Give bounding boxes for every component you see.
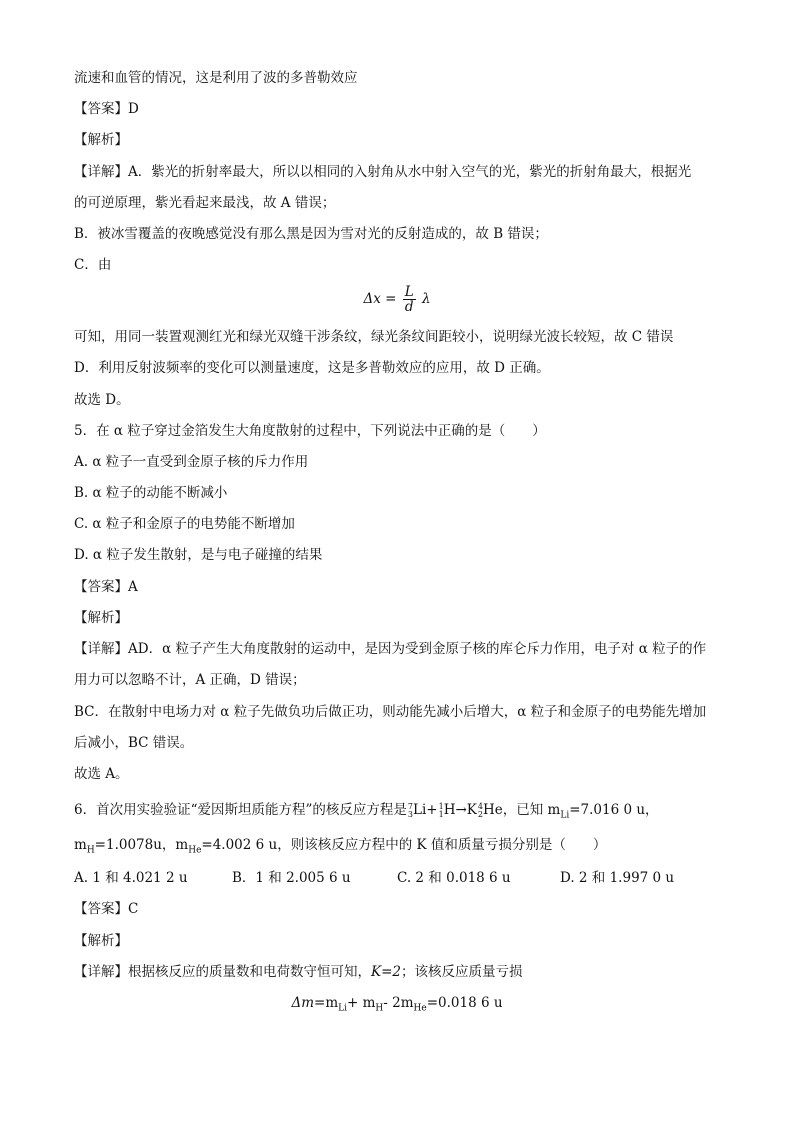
question-6-continued: $m_H=1.0078u$，$m_{He}=4.002$ 6 u，则该核反应方程中的 K 值和质量亏损分别是（ ） — [74, 837, 607, 856]
formula-rhs: λ — [421, 291, 431, 307]
subscript: Li — [560, 810, 570, 821]
analysis-label: 【解析】 — [74, 610, 128, 626]
text-line: 可知，用同一装置观测红光和绿光双缝干涉条纹，绿光条纹间距较小，说明绿光波长较短，故 C 错误 — [74, 329, 674, 345]
formula-mass-defect: $\Delta m=m_{Li}+ m_H-$ $2m_{He}=0.018$ 6 u — [291, 995, 503, 1014]
text-line: 故选 D。 — [74, 392, 130, 408]
text-line: B．被冰雪覆盖的夜晚感觉没有那么黑是因为雪对光的反射造成的，故 B 错误； — [74, 226, 548, 242]
h-nucleon-numbers: 1 1 — [438, 801, 444, 819]
text-line: 流速和血管的情况，这是利用了波的多普勒效应 — [74, 70, 358, 86]
question-5: 5．在 α 粒子穿过金箔发生大角度散射的过程中，下列说法中正确的是（ ） — [74, 423, 546, 439]
text-line: 【详解】A．紫光的折射率最大，所以以相同的入射角从水中射入空气的光，紫光的折射角最大，根据光 — [74, 164, 692, 180]
question-6-prefix: 6．首次用实验验证“爱因斯坦质能方程”的核反应方程是 — [74, 802, 407, 818]
text-line: 用力可以忽略不计，A 正确，D 错误； — [74, 672, 306, 688]
option-a: A. 1 和 4.021 2 u — [74, 870, 188, 886]
analysis-label: 【解析】 — [74, 933, 128, 949]
option-c: C. α 粒子和金原子的电势能不断增加 — [74, 516, 295, 532]
option-b: B. α 粒子的动能不断减小 — [74, 485, 228, 501]
formula-interference — [0, 285, 794, 314]
answer-label: 【答案】C — [74, 901, 139, 917]
text-line: 的可逆原理，紫光看起来最浅，故 A 错误； — [74, 195, 336, 211]
text-line: 故选 A。 — [74, 766, 129, 782]
option-d: D. α 粒子发生散射，是与电子碰撞的结果 — [74, 547, 323, 563]
option-b: B．1 和 2.005 6 u — [232, 870, 351, 886]
he-symbol: He — [482, 802, 503, 818]
answer-label: 【答案】A — [74, 579, 138, 595]
text-line: D．利用反射波频率的变化可以测量速度，这是多普勒效应的应用，故 D 正确。 — [74, 360, 550, 376]
li-nucleon-numbers: 7 3 — [407, 801, 413, 819]
text-line: BC．在散射中电场力对 α 粒子先做负功后做正功，则动能先减小后增大，α 粒子和金原子的电势能先增加 — [74, 704, 707, 720]
reaction-arrow: → — [455, 802, 467, 818]
k-symbol: K — [466, 802, 477, 818]
formula-lhs: Δx = — [363, 291, 397, 307]
li-mass: =7.016 0 u， — [569, 802, 659, 818]
text-line: C．由 — [74, 257, 112, 273]
text-line: 【详解】根据核反应的质量数和电荷数守恒可知，K=2；该核反应质量亏损 — [74, 964, 523, 980]
he-nucleon-numbers: 4 2 — [477, 801, 483, 819]
text-line: 后减小，BC 错误。 — [74, 735, 194, 751]
fraction-denominator: d — [404, 299, 414, 315]
text-line: 【详解】AD．α 粒子产生大角度散射的运动中，是因为受到金原子核的库仑斥力作用，电子对 α 粒子的作 — [74, 641, 707, 657]
known-text: ，已知 m — [502, 802, 561, 818]
answer-label: 【答案】D — [74, 101, 139, 117]
plus-sign: + — [426, 802, 438, 818]
li-symbol: Li — [413, 802, 427, 818]
h-symbol: H — [443, 802, 456, 818]
k-value: K=2 — [371, 964, 401, 980]
analysis-label: 【解析】 — [74, 132, 128, 148]
fraction — [403, 285, 416, 314]
option-a: A. α 粒子一直受到金原子核的斥力作用 — [74, 454, 309, 470]
question-6 — [74, 801, 659, 825]
fraction-numerator: L — [404, 284, 414, 300]
option-c: C. 2 和 0.018 6 u — [397, 870, 511, 886]
option-d: D. 2 和 1.997 0 u — [560, 870, 675, 886]
